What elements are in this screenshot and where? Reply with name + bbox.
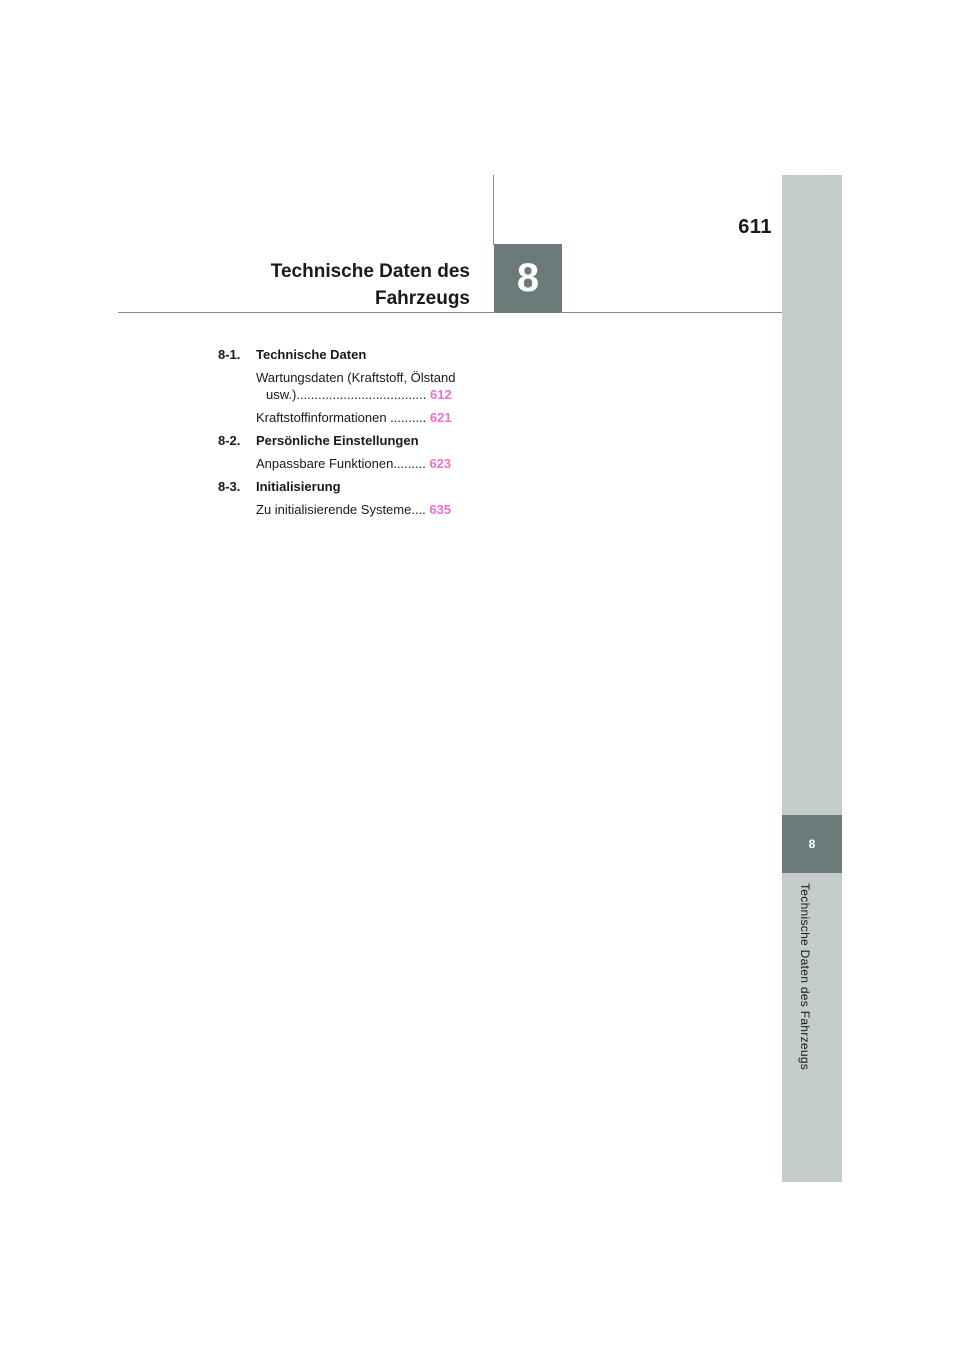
toc-page-link[interactable]: 623 (429, 456, 452, 471)
toc-section-8-1 (218, 346, 468, 363)
toc-entry-zu-initialisierende-systeme[interactable] (256, 501, 468, 518)
toc-section-title: Persönliche Einstellungen (256, 433, 419, 448)
toc-section-number: 8-3. (218, 479, 241, 494)
toc-entry-anpassbare-funktionen[interactable] (256, 455, 468, 472)
side-tab-number: 8 (782, 815, 842, 873)
toc-entry-leader: usw.).................................... (266, 387, 427, 402)
side-tab (782, 175, 842, 1182)
toc-section-title: Initialisierung (256, 479, 341, 494)
toc-page-link[interactable]: 635 (429, 502, 452, 517)
header-horizontal-rule (118, 312, 782, 313)
toc-section-8-2 (218, 432, 468, 449)
chapter-title-line2: Fahrzeugs (374, 288, 470, 309)
chapter-title (271, 258, 470, 312)
toc-section-8-3 (218, 478, 468, 495)
toc-entry-kraftstoffinformationen[interactable] (256, 409, 468, 426)
toc-entry-text: Kraftstoffinformationen .......... (256, 410, 427, 425)
header-vertical-rule (493, 175, 494, 245)
toc-entry-text: Wartungsdaten (Kraftstoff, Ölstand (256, 370, 456, 385)
toc-section-number: 8-2. (218, 433, 241, 448)
toc-page-link[interactable]: 621 (429, 410, 452, 425)
chapter-title-line1: Technische Daten des (270, 261, 470, 282)
chapter-number-box: 8 (494, 244, 562, 313)
toc-entry-text-cont (256, 386, 468, 403)
toc-entry-wartungsdaten[interactable] (256, 369, 468, 403)
toc-section-title: Technische Daten (256, 347, 367, 362)
toc-entry-text: Anpassbare Funktionen......... (256, 456, 426, 471)
side-tab-label: Technische Daten des Fahrzeugs (798, 883, 812, 1071)
toc-entry-text: Zu initialisierende Systeme.... (256, 502, 426, 517)
toc-section-number: 8-1. (218, 347, 241, 362)
table-of-contents (218, 346, 468, 524)
page-number: 611 (738, 216, 772, 238)
toc-page-link[interactable]: 612 (430, 387, 452, 402)
